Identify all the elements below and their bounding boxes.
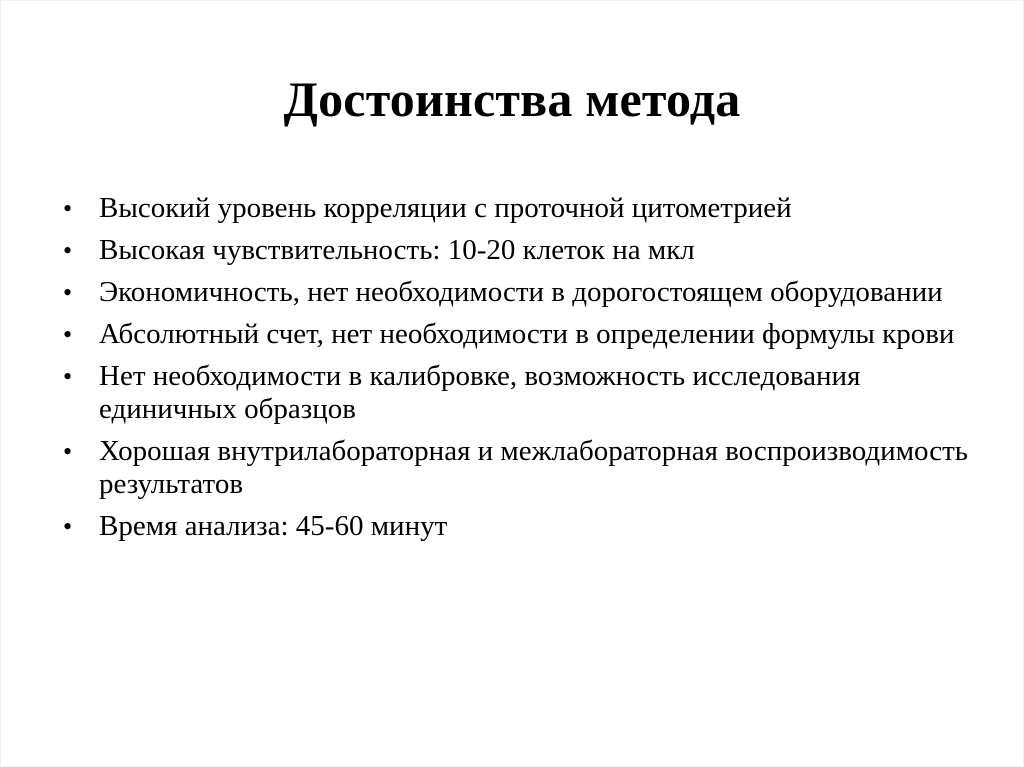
bullet-text: Абсолютный счет, нет необходимости в определении формулы крови [99,318,955,350]
bullet-item-analysis-time [63,510,983,543]
bullet-icon: • [63,512,73,541]
bullet-item-sensitivity [63,234,983,267]
bullet-text: Экономичность, нет необходимости в дорогостоящем оборудовании [99,276,943,308]
slide-title: Достоинства метода [283,71,741,127]
bullet-text: Высокий уровень корреляции с проточной цитометрией [99,192,792,224]
bullet-icon: • [63,320,73,349]
bullet-icon: • [63,194,73,223]
bullet-text: Время анализа: 45-60 минут [99,510,448,542]
bullet-icon: • [63,437,73,466]
bullet-list [63,192,983,552]
bullet-icon: • [63,236,73,265]
bullet-text: Высокая чувствительность: 10-20 клеток на мкл [99,234,695,266]
bullet-item-correlation [63,192,983,225]
bullet-icon: • [63,278,73,307]
bullet-item-economy [63,276,983,309]
bullet-item-reproducibility [63,435,983,501]
bullet-text: Хорошая внутрилабораторная и межлабораторная воспроизводимость результатов [99,435,969,500]
bullet-icon: • [63,362,73,391]
bullet-item-calibration [63,360,983,426]
bullet-item-absolute-count [63,318,983,351]
bullet-text: Нет необходимости в калибровке, возможность исследования единичных образцов [99,360,861,425]
